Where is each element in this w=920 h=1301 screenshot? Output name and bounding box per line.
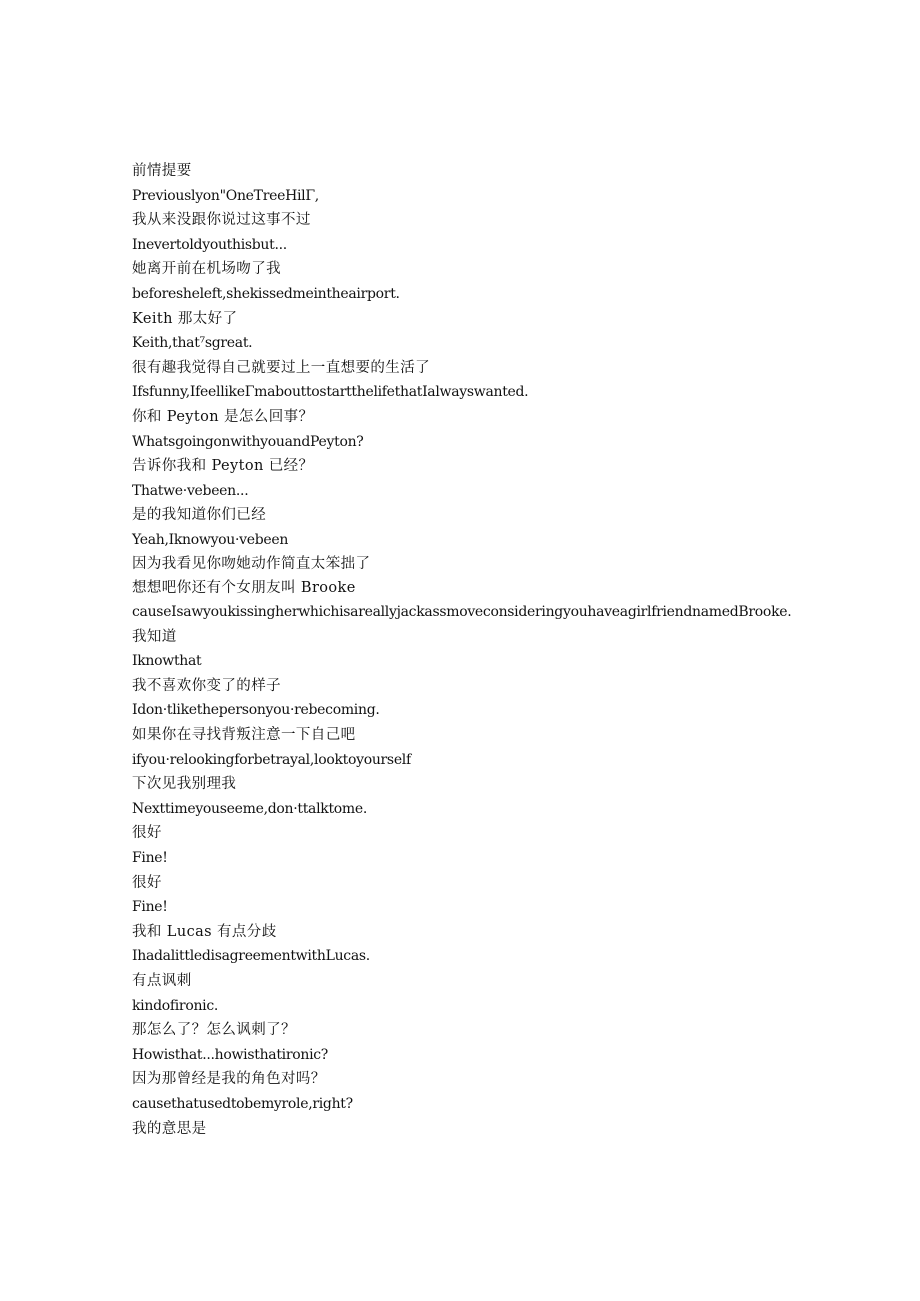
subtitle-line-zh: 我知道 (132, 628, 177, 645)
subtitle-line-zh: 是的我知道你们已经 (132, 507, 267, 524)
subtitle-line-en: kindofironic. (132, 997, 219, 1014)
subtitle-line-zh: 下次见我别理我 (132, 776, 237, 793)
subtitle-line-en: beforesheleft,shekissedmeintheairport. (132, 285, 400, 302)
subtitle-line-zh: 如果你在寻找背叛注意一下自己吧 (132, 727, 356, 744)
subtitle-line-en: Yeah,Iknowyou·vebeen (132, 531, 289, 548)
subtitle-line-en: Nexttimeyouseeme,don·ttalktome. (132, 800, 368, 817)
subtitle-line-en: Fine! (132, 899, 168, 916)
subtitle-line-zh: Keith 那太好了 (132, 310, 238, 327)
subtitle-line-en: causeIsawyoukissingherwhichisareallyjackassmoveconsideringyouhaveagirlfriendnamedBrooke. (132, 604, 792, 621)
subtitle-line-en: ifyou·relookingforbetrayal,looktoyourself (132, 751, 411, 768)
subtitle-line-zh: 我和 Lucas 有点分歧 (132, 923, 277, 940)
subtitle-line-zh: 我不喜欢你变了的样子 (132, 677, 281, 694)
subtitle-line-zh: 那怎么了？怎么讽刺了？ (132, 1022, 296, 1039)
subtitle-line-en: Idon·tlikethepersonyou·rebecoming. (132, 702, 380, 719)
subtitle-line-en: Ifsfunny,IfeellikeΓmabouttostartthelifethatIalwayswanted. (132, 384, 529, 401)
subtitle-line-zh: 有点讽刺 (132, 973, 192, 989)
subtitle-line-en: IhadalittledisagreementwithLucas. (132, 948, 370, 965)
subtitle-line-zh: 我的意思是 (132, 1120, 207, 1137)
subtitle-line-en: causethatusedtobemyrole,right? (132, 1095, 353, 1112)
subtitle-line-zh: 前情提要 (132, 163, 192, 179)
subtitle-line-zh: 想想吧你还有个女朋友叫 Brooke (132, 579, 356, 596)
subtitle-line-zh: 因为我看见你吻她动作简直太笨拙了 (132, 555, 371, 572)
subtitle-line-en: Iknowthat (132, 653, 202, 670)
subtitle-line-zh: 很好 (132, 825, 162, 842)
subtitle-line-en: Thatwe·vebeen... (132, 482, 249, 499)
subtitle-line-en: Previouslyon"OneTreeHilΓ, (132, 187, 319, 204)
subtitle-line-zh: 很有趣我觉得自己就要过上一直想要的生活了 (132, 359, 430, 376)
subtitle-line-zh: 她离开前在机场吻了我 (132, 261, 281, 278)
subtitle-line-en: Fine! (132, 850, 168, 867)
subtitle-line-en: Howisthat...howisthatironic? (132, 1046, 328, 1063)
subtitle-line-zh: 你和 Peyton 是怎么回事？ (132, 408, 314, 425)
subtitle-line-zh: 告诉你我和 Peyton 已经？ (132, 458, 314, 475)
subtitle-transcript (132, 159, 892, 1141)
subtitle-line-zh: 我从来没跟你说过这事不过 (132, 212, 311, 229)
subtitle-line-en: Keith,that⁷sgreat. (132, 335, 253, 352)
subtitle-line-zh: 很好 (132, 874, 162, 891)
subtitle-line-zh: 因为那曾经是我的角色对吗？ (132, 1071, 326, 1088)
subtitle-line-en: Inevertoldyouthisbut... (132, 236, 287, 253)
subtitle-line-en: WhatsgoingonwithyouandPeyton? (132, 433, 364, 450)
